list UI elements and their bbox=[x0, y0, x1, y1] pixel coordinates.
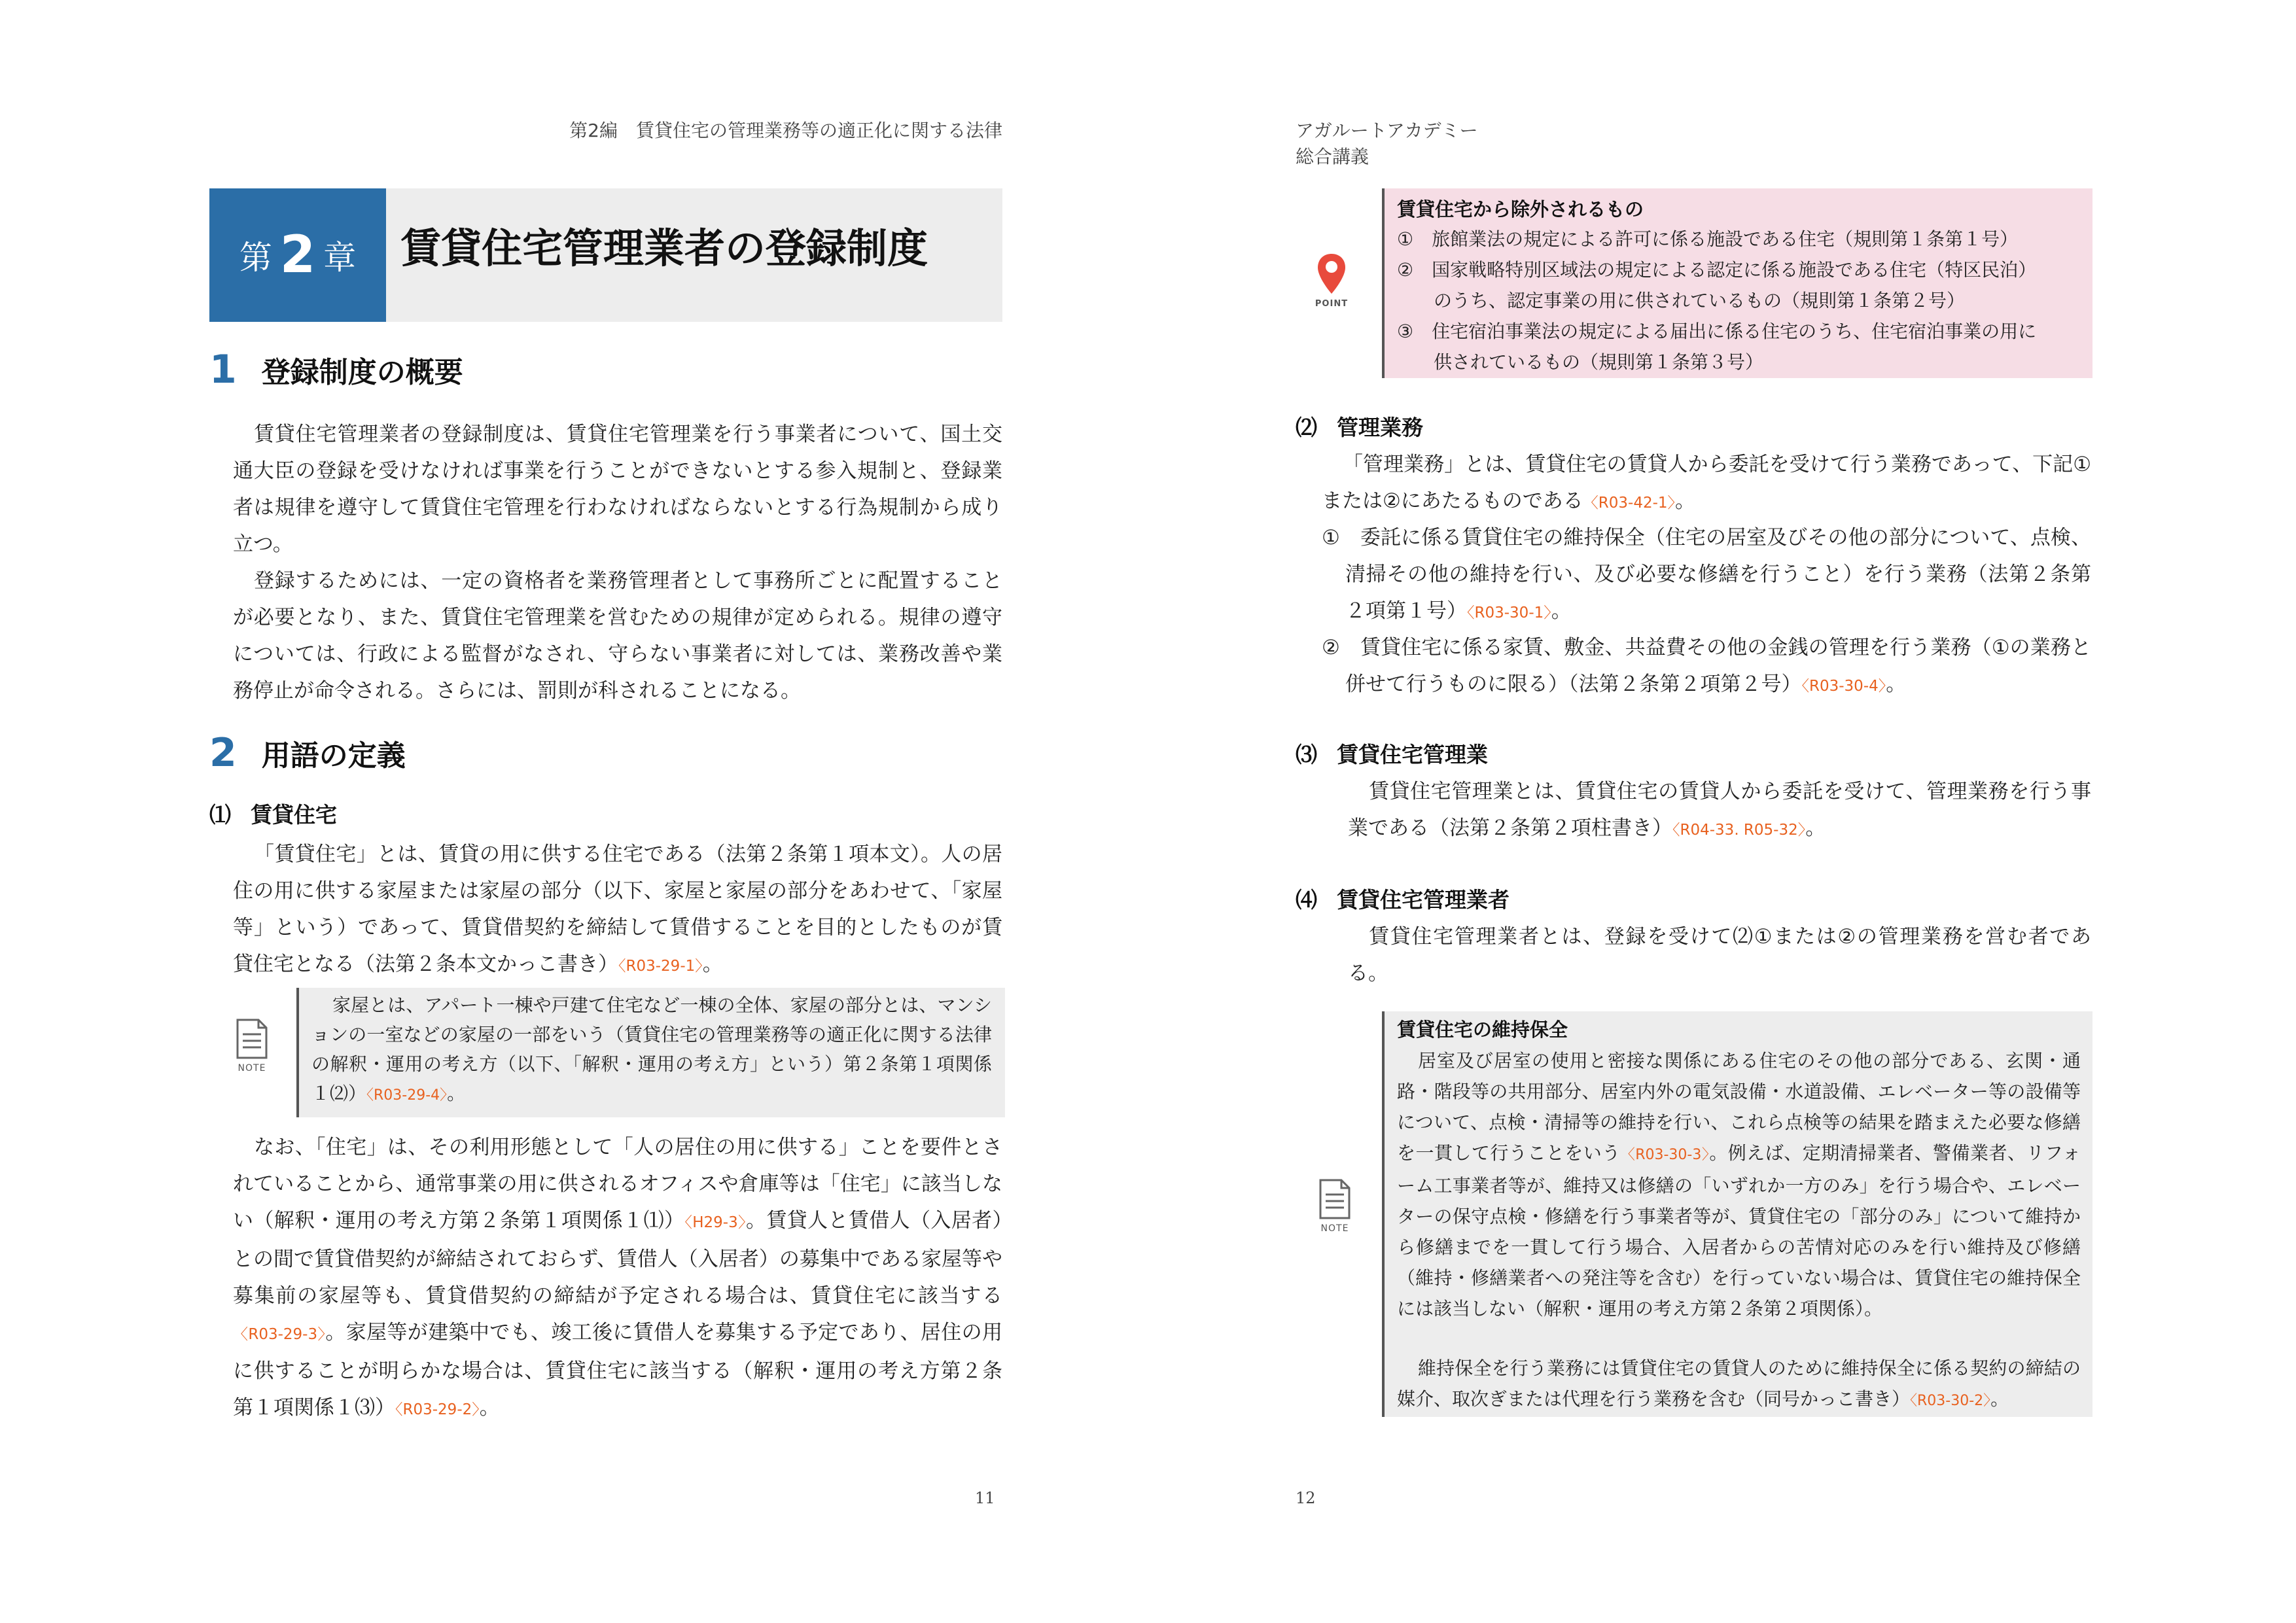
subsection-4-paragraph: 賃貸住宅管理業者とは、登録を受けて⑵①または②の管理業務を営む者である。 bbox=[1348, 925, 2091, 985]
ref-code: 〈R03-30-3〉 bbox=[1620, 1147, 1710, 1163]
chapter-title: 賃貸住宅管理業者の登録制度 bbox=[400, 224, 928, 272]
subsection-1-paragraph-1: 「賃貸住宅」とは、賃貸の用に供する住宅である（法第２条第１項本文）。人の居住の用に供する家屋または家屋の部分（以下、家屋と家屋の部分をあわせて、「家屋等」という）であって、賃貸借契約を締結して賃借することを目的としたものが賃貸住宅となる（法第２条本文かっこ書き）〈R03-29-1〉。 bbox=[233, 843, 1002, 976]
ref-code: 〈R03-29-2〉 bbox=[395, 1401, 480, 1418]
section-2-heading bbox=[209, 730, 406, 776]
section-2-title: 用語の定義 bbox=[261, 739, 406, 773]
point-box-list bbox=[1397, 224, 2084, 377]
subsection-4-title: 賃貸住宅管理業者 bbox=[1337, 887, 1510, 913]
note-box-title: 賃貸住宅の維持保全 bbox=[1397, 1019, 1568, 1041]
point-item: ① 旅館業法の規定による許可に係る施設である住宅（規則第１条第１号） bbox=[1397, 228, 2019, 250]
note-document-icon bbox=[232, 1017, 272, 1060]
point-item: ③ 住宅宿泊事業法の規定による届出に係る住宅のうち、住宅宿泊事業の用に bbox=[1397, 321, 2037, 342]
point-icon bbox=[1309, 252, 1354, 317]
subsection-1-number: ⑴ bbox=[209, 802, 231, 828]
ref-code: 〈R03-29-1〉 bbox=[618, 958, 703, 975]
note-icon-left bbox=[232, 1017, 272, 1076]
section-2-number: 2 bbox=[209, 730, 237, 776]
subsection-2-number: ⑵ bbox=[1296, 415, 1317, 440]
subsection-1-heading bbox=[209, 798, 337, 829]
ref-code: 〈R04-33. R05-32〉 bbox=[1672, 822, 1806, 839]
ref-code: 〈R03-29-3〉 bbox=[233, 1326, 326, 1343]
chapter-word-pre: 第 bbox=[239, 239, 272, 277]
ref-code: 〈R03-30-4〉 bbox=[1801, 678, 1886, 695]
note-box-paragraph-1: 居室及び居室の使用と密接な関係にある住宅のその他の部分である、玄関・通路・階段等の共用部分、居室内外の電気設備・水道設備、エレベーター等の設備等について、点検・清掃等の維持を行い、これら点検等の結果を踏まえた必要な修繕を一貫して行うことをいう〈R03-30-3〉。例えば、定期清掃業者、警備業者、リフォーム工事業者等が、維持又は修繕の「いずれか一方のみ」を行う場合や、エレベーターの保守点検・修繕を行う事業者等が、賃貸住宅の「部分のみ」について維持から修繕までを一貫して行う場合、入居者からの苦情対応のみを行い維持及び修繕（維持・修繕業者への発注等を含む）を行っていない場合は、賃貸住宅の維持保全には該当しない（解釈・運用の考え方第２条第２項関係）。 bbox=[1397, 1050, 2081, 1319]
ref-code: 〈R03-30-1〉 bbox=[1467, 604, 1551, 621]
subsection-2-heading bbox=[1296, 411, 1423, 442]
running-header-right-line-1: アガルートアカデミー bbox=[1296, 120, 1478, 141]
location-pin-icon bbox=[1315, 252, 1348, 296]
note-text-left: 家屋とは、アパート一棟や戸建て住宅など一棟の全体、家屋の部分とは、マンションの一室などの家屋の一部をいう（賃貸住宅の管理業務等の適正化に関する法律の解釈・運用の考え方（以下、「解釈・運用の考え方」という）第２条第１項関係１⑵）〈R03-29-4〉。 bbox=[311, 994, 992, 1104]
subsection-1-title: 賃貸住宅 bbox=[251, 802, 337, 828]
running-header-right-line-2: 総合講義 bbox=[1296, 146, 1369, 167]
chapter-number: 2 bbox=[279, 226, 316, 285]
section-1-title: 登録制度の概要 bbox=[261, 356, 463, 389]
page-number-right: 12 bbox=[1296, 1489, 1316, 1507]
section-1-heading bbox=[209, 347, 463, 393]
subsection-3-title: 賃貸住宅管理業 bbox=[1337, 742, 1488, 767]
running-header-left: 第2編 賃貸住宅の管理業務等の適正化に関する法律 bbox=[569, 120, 1002, 141]
note-document-icon bbox=[1315, 1178, 1354, 1221]
subsection-1-paragraph-2: なお、「住宅」は、その利用形態として「人の居住の用に供する」ことを要件とされていることから、通常事業の用に供されるオフィスや倉庫等は「住宅」に該当しない（解釈・運用の考え方第２条第１項関係１⑴）〈H29-3〉。賃貸人と賃借人（入居者）との間で賃貸借契約が締結されておらず、賃借人（入居者）の募集中である家屋等や募集前の家屋等も、賃貸借契約の締結が予定される場合は、賃貸住宅に該当する〈R03-29-3〉。家屋等が建築中でも、竣工後に賃借人を募集する予定であり、居住の用に供することが明らかな場合は、賃貸住宅に該当する（解釈・運用の考え方第２条第１項関係１⑶）〈R03-29-2〉。 bbox=[233, 1136, 1003, 1420]
section-1-number: 1 bbox=[209, 347, 237, 393]
subsection-3-number: ⑶ bbox=[1296, 742, 1317, 767]
subsection-3-paragraph: 賃貸住宅管理業とは、賃貸住宅の賃貸人から委託を受けて、管理業務を行う事業である（法第２条第２項柱書き）〈R04-33. R05-32〉。 bbox=[1348, 780, 2091, 840]
point-box-title: 賃貸住宅から除外されるもの bbox=[1397, 198, 1644, 220]
note-box-paragraph-2: 維持保全を行う業務には賃貸住宅の賃貸人のために維持保全に係る契約の締結の媒介、取次ぎまたは代理を行う業務を含む（同号かっこ書き）〈R03-30-2〉。 bbox=[1397, 1357, 2081, 1410]
note-label-left: NOTE bbox=[238, 1063, 266, 1073]
point-item: のうち、認定事業の用に供されているもの（規則第１条第２号） bbox=[1397, 290, 1966, 311]
ref-code: 〈R03-30-2〉 bbox=[1910, 1393, 1991, 1409]
point-label: POINT bbox=[1315, 299, 1349, 309]
section-1-paragraph-2: 登録するためには、一定の資格者を業務管理者として事務所ごとに配置することが必要となり、また、賃貸住宅管理業を営むための規律が定められる。規律の遵守については、行政による監督がなされ、守らない事業者に対しては、業務改善や業務停止が命令される。さらには、罰則が科されることになる。 bbox=[233, 569, 1002, 703]
ref-code: 〈R03-42-1〉 bbox=[1583, 495, 1676, 512]
section-1-paragraph-1: 賃貸住宅管理業者の登録制度は、賃貸住宅管理業を行う事業者について、国土交通大臣の登録を受けなければ事業を行うことができないとする参入規制と、登録業者は規律を遵守して賃貸住宅管理を行わなければならないとする行為規制から成り立つ。 bbox=[233, 423, 1002, 556]
subsection-4-number: ⑷ bbox=[1296, 887, 1317, 913]
subsection-3-heading bbox=[1296, 738, 1488, 769]
subsection-2-paragraph: 「管理業務」とは、賃貸住宅の賃貸人から委託を受けて行う業務であって、下記①または②にあたるものである〈R03-42-1〉。 bbox=[1322, 453, 2091, 513]
subsection-2-item-1: ① 委託に係る賃貸住宅の維持保全（住宅の居室及びその他の部分について、点検、清掃その他の維持を行い、及び必要な修繕を行うこと）を行う業務（法第２条第２項第１号）〈R03-30-1〉。 bbox=[1322, 526, 2091, 623]
point-item: ② 国家戦略特別区域法の規定による認定に係る施設である住宅（特区民泊） bbox=[1397, 259, 2037, 281]
note-label-right: NOTE bbox=[1320, 1223, 1349, 1234]
subsection-2-item-2: ② 賃貸住宅に係る家賃、敷金、共益費その他の金銭の管理を行う業務（①の業務と併せて行うものに限る）（法第２条第２項第２号）〈R03-30-4〉。 bbox=[1322, 636, 2091, 696]
chapter-number-box bbox=[209, 188, 386, 322]
page-number-left: 11 bbox=[975, 1489, 995, 1507]
chapter-word-post: 章 bbox=[323, 239, 357, 277]
subsection-4-heading bbox=[1296, 883, 1510, 914]
ref-code: 〈R03-29-4〉 bbox=[366, 1087, 448, 1104]
note-icon-right bbox=[1315, 1178, 1354, 1236]
subsection-2-title: 管理業務 bbox=[1337, 415, 1423, 440]
point-item: 供されているもの（規則第１条第３号） bbox=[1397, 351, 1764, 373]
ref-code: 〈H29-3〉 bbox=[684, 1214, 746, 1231]
